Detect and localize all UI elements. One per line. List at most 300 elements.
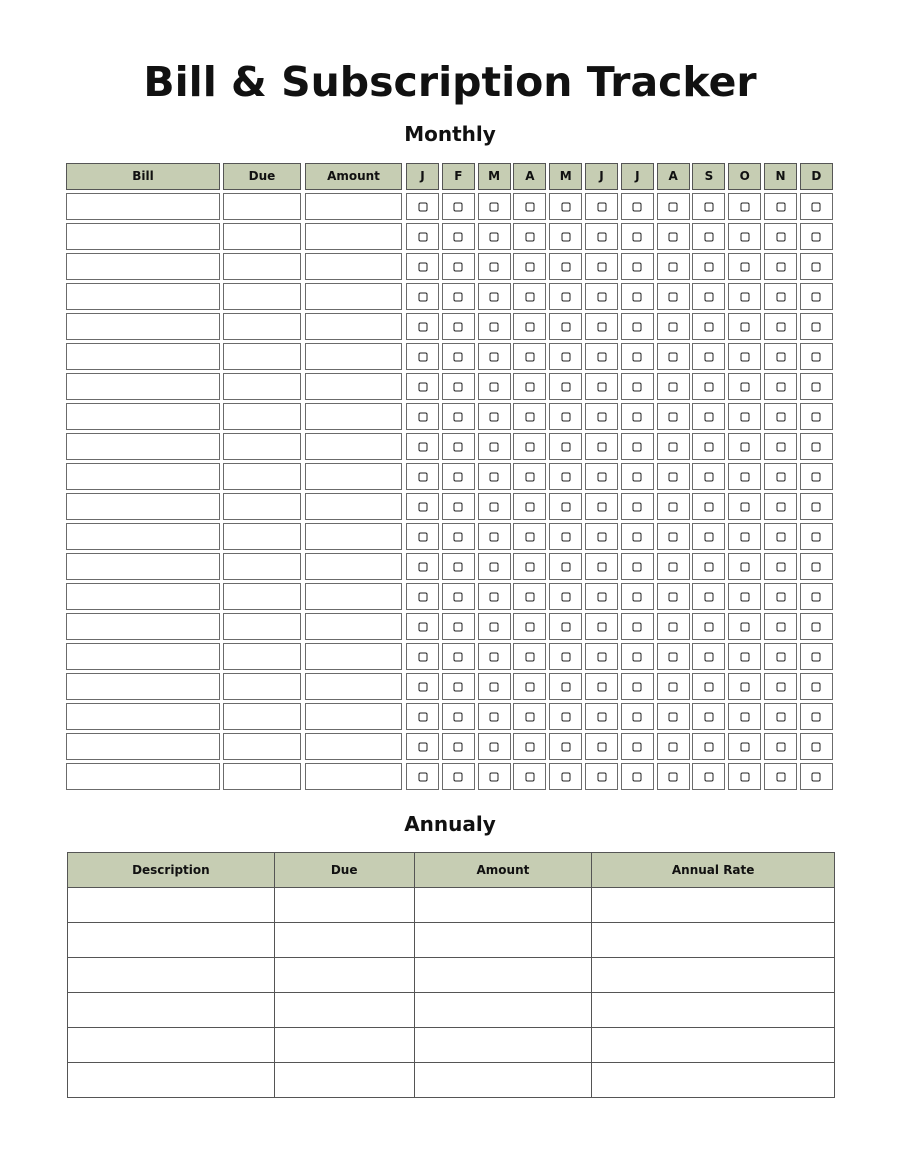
month-checkbox[interactable]	[740, 742, 749, 751]
month-checkbox[interactable]	[561, 352, 570, 361]
month-checkbox[interactable]	[740, 502, 749, 511]
month-checkbox[interactable]	[704, 592, 713, 601]
month-checkbox[interactable]	[740, 352, 749, 361]
bill-field[interactable]	[66, 703, 220, 730]
month-checkbox[interactable]	[597, 622, 606, 631]
month-checkbox[interactable]	[633, 562, 642, 571]
amount-field[interactable]	[305, 253, 402, 280]
due-field[interactable]	[223, 463, 301, 490]
bill-field[interactable]	[66, 433, 220, 460]
month-checkbox[interactable]	[525, 412, 534, 421]
month-checkbox[interactable]	[633, 472, 642, 481]
month-checkbox[interactable]	[454, 262, 463, 271]
month-checkbox[interactable]	[776, 592, 785, 601]
month-checkbox[interactable]	[490, 292, 499, 301]
month-checkbox[interactable]	[633, 532, 642, 541]
month-checkbox[interactable]	[418, 262, 427, 271]
month-checkbox[interactable]	[525, 712, 534, 721]
month-checkbox[interactable]	[454, 232, 463, 241]
month-checkbox[interactable]	[454, 412, 463, 421]
month-checkbox[interactable]	[561, 592, 570, 601]
annual-rate-field[interactable]	[592, 888, 835, 923]
month-checkbox[interactable]	[525, 532, 534, 541]
month-checkbox[interactable]	[669, 622, 678, 631]
month-checkbox[interactable]	[704, 652, 713, 661]
month-checkbox[interactable]	[776, 232, 785, 241]
month-checkbox[interactable]	[669, 322, 678, 331]
due-field[interactable]	[223, 493, 301, 520]
month-checkbox[interactable]	[812, 712, 821, 721]
month-checkbox[interactable]	[597, 682, 606, 691]
amount-field[interactable]	[305, 343, 402, 370]
bill-field[interactable]	[66, 643, 220, 670]
month-checkbox[interactable]	[812, 412, 821, 421]
bill-field[interactable]	[66, 253, 220, 280]
description-field[interactable]	[68, 1028, 275, 1063]
month-checkbox[interactable]	[454, 742, 463, 751]
amount-field[interactable]	[414, 888, 592, 923]
month-checkbox[interactable]	[561, 622, 570, 631]
month-checkbox[interactable]	[597, 202, 606, 211]
month-checkbox[interactable]	[525, 772, 534, 781]
due-field[interactable]	[223, 673, 301, 700]
month-checkbox[interactable]	[454, 592, 463, 601]
annual-rate-field[interactable]	[592, 1028, 835, 1063]
month-checkbox[interactable]	[704, 352, 713, 361]
month-checkbox[interactable]	[418, 322, 427, 331]
month-checkbox[interactable]	[454, 292, 463, 301]
month-checkbox[interactable]	[812, 202, 821, 211]
month-checkbox[interactable]	[418, 292, 427, 301]
month-checkbox[interactable]	[525, 442, 534, 451]
due-field[interactable]	[223, 523, 301, 550]
month-checkbox[interactable]	[561, 232, 570, 241]
month-checkbox[interactable]	[704, 682, 713, 691]
month-checkbox[interactable]	[704, 442, 713, 451]
month-checkbox[interactable]	[812, 502, 821, 511]
month-checkbox[interactable]	[776, 652, 785, 661]
annual-rate-field[interactable]	[592, 993, 835, 1028]
month-checkbox[interactable]	[418, 502, 427, 511]
month-checkbox[interactable]	[561, 472, 570, 481]
month-checkbox[interactable]	[490, 502, 499, 511]
month-checkbox[interactable]	[740, 322, 749, 331]
month-checkbox[interactable]	[597, 442, 606, 451]
description-field[interactable]	[68, 993, 275, 1028]
month-checkbox[interactable]	[418, 742, 427, 751]
month-checkbox[interactable]	[776, 352, 785, 361]
month-checkbox[interactable]	[418, 232, 427, 241]
month-checkbox[interactable]	[776, 472, 785, 481]
amount-field[interactable]	[414, 1028, 592, 1063]
due-field[interactable]	[223, 583, 301, 610]
amount-field[interactable]	[305, 403, 402, 430]
due-field[interactable]	[223, 373, 301, 400]
month-checkbox[interactable]	[740, 592, 749, 601]
month-checkbox[interactable]	[704, 502, 713, 511]
month-checkbox[interactable]	[525, 682, 534, 691]
month-checkbox[interactable]	[740, 412, 749, 421]
month-checkbox[interactable]	[454, 382, 463, 391]
month-checkbox[interactable]	[776, 382, 785, 391]
bill-field[interactable]	[66, 463, 220, 490]
month-checkbox[interactable]	[669, 652, 678, 661]
amount-field[interactable]	[305, 313, 402, 340]
month-checkbox[interactable]	[633, 352, 642, 361]
due-field[interactable]	[223, 643, 301, 670]
annual-rate-field[interactable]	[592, 1063, 835, 1098]
month-checkbox[interactable]	[633, 412, 642, 421]
month-checkbox[interactable]	[597, 382, 606, 391]
month-checkbox[interactable]	[597, 412, 606, 421]
month-checkbox[interactable]	[454, 652, 463, 661]
bill-field[interactable]	[66, 763, 220, 790]
amount-field[interactable]	[305, 643, 402, 670]
due-field[interactable]	[223, 613, 301, 640]
month-checkbox[interactable]	[525, 742, 534, 751]
month-checkbox[interactable]	[776, 292, 785, 301]
month-checkbox[interactable]	[454, 562, 463, 571]
due-field[interactable]	[223, 763, 301, 790]
month-checkbox[interactable]	[454, 472, 463, 481]
bill-field[interactable]	[66, 223, 220, 250]
month-checkbox[interactable]	[525, 202, 534, 211]
month-checkbox[interactable]	[704, 382, 713, 391]
month-checkbox[interactable]	[704, 622, 713, 631]
month-checkbox[interactable]	[490, 442, 499, 451]
due-field[interactable]	[223, 253, 301, 280]
month-checkbox[interactable]	[597, 652, 606, 661]
month-checkbox[interactable]	[418, 352, 427, 361]
month-checkbox[interactable]	[812, 622, 821, 631]
amount-field[interactable]	[305, 733, 402, 760]
month-checkbox[interactable]	[561, 682, 570, 691]
month-checkbox[interactable]	[418, 772, 427, 781]
month-checkbox[interactable]	[418, 712, 427, 721]
annual-rate-field[interactable]	[592, 958, 835, 993]
month-checkbox[interactable]	[490, 352, 499, 361]
month-checkbox[interactable]	[454, 712, 463, 721]
month-checkbox[interactable]	[812, 442, 821, 451]
month-checkbox[interactable]	[525, 652, 534, 661]
month-checkbox[interactable]	[740, 652, 749, 661]
month-checkbox[interactable]	[704, 562, 713, 571]
month-checkbox[interactable]	[418, 412, 427, 421]
month-checkbox[interactable]	[704, 232, 713, 241]
month-checkbox[interactable]	[740, 262, 749, 271]
month-checkbox[interactable]	[597, 502, 606, 511]
month-checkbox[interactable]	[776, 322, 785, 331]
month-checkbox[interactable]	[776, 772, 785, 781]
month-checkbox[interactable]	[669, 442, 678, 451]
month-checkbox[interactable]	[669, 682, 678, 691]
month-checkbox[interactable]	[454, 682, 463, 691]
month-checkbox[interactable]	[633, 712, 642, 721]
month-checkbox[interactable]	[561, 382, 570, 391]
month-checkbox[interactable]	[633, 382, 642, 391]
month-checkbox[interactable]	[669, 502, 678, 511]
amount-field[interactable]	[414, 923, 592, 958]
due-field[interactable]	[223, 553, 301, 580]
month-checkbox[interactable]	[418, 592, 427, 601]
month-checkbox[interactable]	[490, 472, 499, 481]
due-field[interactable]	[223, 733, 301, 760]
month-checkbox[interactable]	[561, 742, 570, 751]
month-checkbox[interactable]	[669, 712, 678, 721]
month-checkbox[interactable]	[490, 652, 499, 661]
month-checkbox[interactable]	[812, 352, 821, 361]
month-checkbox[interactable]	[490, 382, 499, 391]
month-checkbox[interactable]	[776, 502, 785, 511]
month-checkbox[interactable]	[597, 532, 606, 541]
month-checkbox[interactable]	[740, 292, 749, 301]
month-checkbox[interactable]	[490, 562, 499, 571]
bill-field[interactable]	[66, 283, 220, 310]
month-checkbox[interactable]	[776, 532, 785, 541]
month-checkbox[interactable]	[669, 292, 678, 301]
month-checkbox[interactable]	[597, 472, 606, 481]
month-checkbox[interactable]	[418, 622, 427, 631]
month-checkbox[interactable]	[561, 322, 570, 331]
month-checkbox[interactable]	[740, 682, 749, 691]
month-checkbox[interactable]	[597, 562, 606, 571]
amount-field[interactable]	[414, 1063, 592, 1098]
month-checkbox[interactable]	[561, 442, 570, 451]
month-checkbox[interactable]	[704, 472, 713, 481]
month-checkbox[interactable]	[740, 472, 749, 481]
month-checkbox[interactable]	[525, 592, 534, 601]
month-checkbox[interactable]	[704, 202, 713, 211]
month-checkbox[interactable]	[633, 652, 642, 661]
amount-field[interactable]	[305, 373, 402, 400]
month-checkbox[interactable]	[597, 352, 606, 361]
month-checkbox[interactable]	[704, 532, 713, 541]
due-field[interactable]	[223, 283, 301, 310]
due-field[interactable]	[274, 1063, 414, 1098]
month-checkbox[interactable]	[704, 742, 713, 751]
bill-field[interactable]	[66, 373, 220, 400]
month-checkbox[interactable]	[633, 592, 642, 601]
month-checkbox[interactable]	[740, 202, 749, 211]
month-checkbox[interactable]	[525, 472, 534, 481]
amount-field[interactable]	[305, 763, 402, 790]
month-checkbox[interactable]	[597, 742, 606, 751]
month-checkbox[interactable]	[454, 502, 463, 511]
month-checkbox[interactable]	[633, 202, 642, 211]
month-checkbox[interactable]	[454, 322, 463, 331]
amount-field[interactable]	[414, 958, 592, 993]
bill-field[interactable]	[66, 403, 220, 430]
month-checkbox[interactable]	[490, 712, 499, 721]
month-checkbox[interactable]	[704, 772, 713, 781]
month-checkbox[interactable]	[418, 562, 427, 571]
annual-rate-field[interactable]	[592, 923, 835, 958]
month-checkbox[interactable]	[525, 502, 534, 511]
month-checkbox[interactable]	[490, 622, 499, 631]
month-checkbox[interactable]	[704, 292, 713, 301]
month-checkbox[interactable]	[633, 622, 642, 631]
amount-field[interactable]	[305, 433, 402, 460]
month-checkbox[interactable]	[418, 202, 427, 211]
month-checkbox[interactable]	[418, 682, 427, 691]
month-checkbox[interactable]	[669, 412, 678, 421]
month-checkbox[interactable]	[490, 772, 499, 781]
month-checkbox[interactable]	[776, 202, 785, 211]
month-checkbox[interactable]	[776, 442, 785, 451]
month-checkbox[interactable]	[633, 322, 642, 331]
month-checkbox[interactable]	[561, 412, 570, 421]
month-checkbox[interactable]	[812, 652, 821, 661]
month-checkbox[interactable]	[418, 442, 427, 451]
month-checkbox[interactable]	[669, 562, 678, 571]
month-checkbox[interactable]	[490, 412, 499, 421]
bill-field[interactable]	[66, 313, 220, 340]
month-checkbox[interactable]	[704, 712, 713, 721]
month-checkbox[interactable]	[490, 742, 499, 751]
month-checkbox[interactable]	[561, 712, 570, 721]
month-checkbox[interactable]	[490, 322, 499, 331]
month-checkbox[interactable]	[812, 292, 821, 301]
month-checkbox[interactable]	[812, 262, 821, 271]
month-checkbox[interactable]	[561, 292, 570, 301]
due-field[interactable]	[274, 923, 414, 958]
due-field[interactable]	[223, 193, 301, 220]
description-field[interactable]	[68, 888, 275, 923]
month-checkbox[interactable]	[776, 742, 785, 751]
month-checkbox[interactable]	[490, 232, 499, 241]
month-checkbox[interactable]	[561, 532, 570, 541]
month-checkbox[interactable]	[740, 442, 749, 451]
month-checkbox[interactable]	[669, 532, 678, 541]
month-checkbox[interactable]	[669, 592, 678, 601]
month-checkbox[interactable]	[525, 622, 534, 631]
due-field[interactable]	[223, 343, 301, 370]
month-checkbox[interactable]	[597, 712, 606, 721]
month-checkbox[interactable]	[490, 592, 499, 601]
month-checkbox[interactable]	[812, 322, 821, 331]
due-field[interactable]	[274, 958, 414, 993]
month-checkbox[interactable]	[740, 562, 749, 571]
month-checkbox[interactable]	[525, 382, 534, 391]
due-field[interactable]	[274, 888, 414, 923]
month-checkbox[interactable]	[812, 232, 821, 241]
amount-field[interactable]	[305, 523, 402, 550]
bill-field[interactable]	[66, 673, 220, 700]
month-checkbox[interactable]	[490, 262, 499, 271]
month-checkbox[interactable]	[812, 472, 821, 481]
month-checkbox[interactable]	[776, 712, 785, 721]
month-checkbox[interactable]	[525, 322, 534, 331]
month-checkbox[interactable]	[561, 502, 570, 511]
month-checkbox[interactable]	[525, 262, 534, 271]
month-checkbox[interactable]	[561, 562, 570, 571]
month-checkbox[interactable]	[776, 682, 785, 691]
month-checkbox[interactable]	[776, 622, 785, 631]
month-checkbox[interactable]	[704, 322, 713, 331]
month-checkbox[interactable]	[669, 202, 678, 211]
month-checkbox[interactable]	[454, 532, 463, 541]
month-checkbox[interactable]	[597, 592, 606, 601]
due-field[interactable]	[223, 403, 301, 430]
month-checkbox[interactable]	[740, 712, 749, 721]
month-checkbox[interactable]	[597, 232, 606, 241]
month-checkbox[interactable]	[597, 292, 606, 301]
month-checkbox[interactable]	[454, 622, 463, 631]
month-checkbox[interactable]	[597, 772, 606, 781]
month-checkbox[interactable]	[454, 202, 463, 211]
month-checkbox[interactable]	[454, 772, 463, 781]
month-checkbox[interactable]	[525, 232, 534, 241]
month-checkbox[interactable]	[633, 292, 642, 301]
month-checkbox[interactable]	[812, 772, 821, 781]
description-field[interactable]	[68, 1063, 275, 1098]
month-checkbox[interactable]	[669, 472, 678, 481]
amount-field[interactable]	[305, 673, 402, 700]
month-checkbox[interactable]	[561, 262, 570, 271]
amount-field[interactable]	[305, 283, 402, 310]
month-checkbox[interactable]	[561, 652, 570, 661]
month-checkbox[interactable]	[490, 532, 499, 541]
bill-field[interactable]	[66, 733, 220, 760]
amount-field[interactable]	[305, 493, 402, 520]
month-checkbox[interactable]	[418, 472, 427, 481]
amount-field[interactable]	[414, 993, 592, 1028]
amount-field[interactable]	[305, 583, 402, 610]
month-checkbox[interactable]	[740, 532, 749, 541]
amount-field[interactable]	[305, 613, 402, 640]
month-checkbox[interactable]	[633, 682, 642, 691]
bill-field[interactable]	[66, 553, 220, 580]
amount-field[interactable]	[305, 703, 402, 730]
month-checkbox[interactable]	[633, 772, 642, 781]
month-checkbox[interactable]	[704, 262, 713, 271]
due-field[interactable]	[274, 1028, 414, 1063]
month-checkbox[interactable]	[669, 352, 678, 361]
month-checkbox[interactable]	[490, 202, 499, 211]
amount-field[interactable]	[305, 193, 402, 220]
month-checkbox[interactable]	[597, 322, 606, 331]
month-checkbox[interactable]	[525, 352, 534, 361]
month-checkbox[interactable]	[633, 502, 642, 511]
description-field[interactable]	[68, 923, 275, 958]
month-checkbox[interactable]	[633, 262, 642, 271]
description-field[interactable]	[68, 958, 275, 993]
month-checkbox[interactable]	[740, 772, 749, 781]
month-checkbox[interactable]	[597, 262, 606, 271]
month-checkbox[interactable]	[669, 742, 678, 751]
month-checkbox[interactable]	[418, 382, 427, 391]
month-checkbox[interactable]	[669, 772, 678, 781]
amount-field[interactable]	[305, 553, 402, 580]
month-checkbox[interactable]	[776, 412, 785, 421]
due-field[interactable]	[223, 313, 301, 340]
month-checkbox[interactable]	[669, 232, 678, 241]
month-checkbox[interactable]	[740, 622, 749, 631]
amount-field[interactable]	[305, 223, 402, 250]
month-checkbox[interactable]	[454, 442, 463, 451]
month-checkbox[interactable]	[418, 532, 427, 541]
month-checkbox[interactable]	[740, 232, 749, 241]
month-checkbox[interactable]	[633, 232, 642, 241]
month-checkbox[interactable]	[740, 382, 749, 391]
month-checkbox[interactable]	[812, 532, 821, 541]
month-checkbox[interactable]	[561, 772, 570, 781]
month-checkbox[interactable]	[454, 352, 463, 361]
month-checkbox[interactable]	[561, 202, 570, 211]
month-checkbox[interactable]	[776, 562, 785, 571]
month-checkbox[interactable]	[776, 262, 785, 271]
due-field[interactable]	[223, 703, 301, 730]
